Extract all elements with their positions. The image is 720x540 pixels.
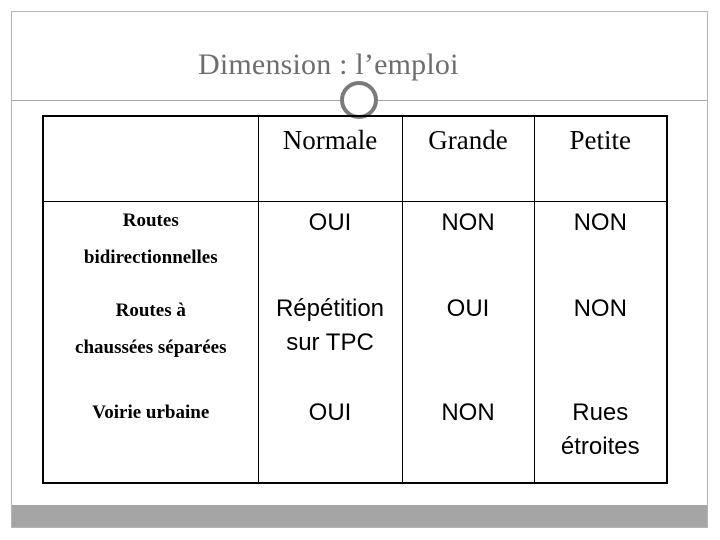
table-row	[43, 394, 667, 483]
column-header-label: Petite	[569, 125, 631, 155]
column-header-label: Grande	[428, 125, 508, 155]
table-cell: Répétition sur TPC	[258, 288, 402, 394]
table-header-row	[43, 116, 667, 202]
usage-table	[42, 115, 668, 484]
row-header-label: Routes à chaussées séparées	[75, 300, 227, 358]
footer-bar	[12, 505, 707, 527]
column-header-grande	[402, 116, 534, 202]
column-header-petite	[534, 116, 667, 202]
table-cell: OUI	[258, 202, 402, 289]
column-header-label: Normale	[282, 125, 378, 155]
row-header	[43, 202, 258, 289]
row-header-label: Voirie urbaine	[92, 402, 210, 423]
table-cell: NON	[534, 202, 667, 289]
row-header	[43, 288, 258, 394]
table-cell: OUI	[258, 394, 402, 483]
table-cell: Rues étroites	[534, 394, 667, 483]
slide-title: Dimension : l’emploi	[198, 48, 459, 81]
row-header	[43, 394, 258, 483]
table-cell: NON	[534, 288, 667, 394]
table-row	[43, 288, 667, 394]
table-cell: NON	[402, 202, 534, 289]
table-cell: NON	[402, 394, 534, 483]
row-header-label: Routes bidirectionnelles	[83, 210, 218, 268]
corner-cell	[43, 116, 258, 202]
column-header-normale	[258, 116, 402, 202]
table-cell: OUI	[402, 288, 534, 394]
table-row	[43, 202, 667, 289]
title-ring-ornament	[340, 81, 378, 119]
